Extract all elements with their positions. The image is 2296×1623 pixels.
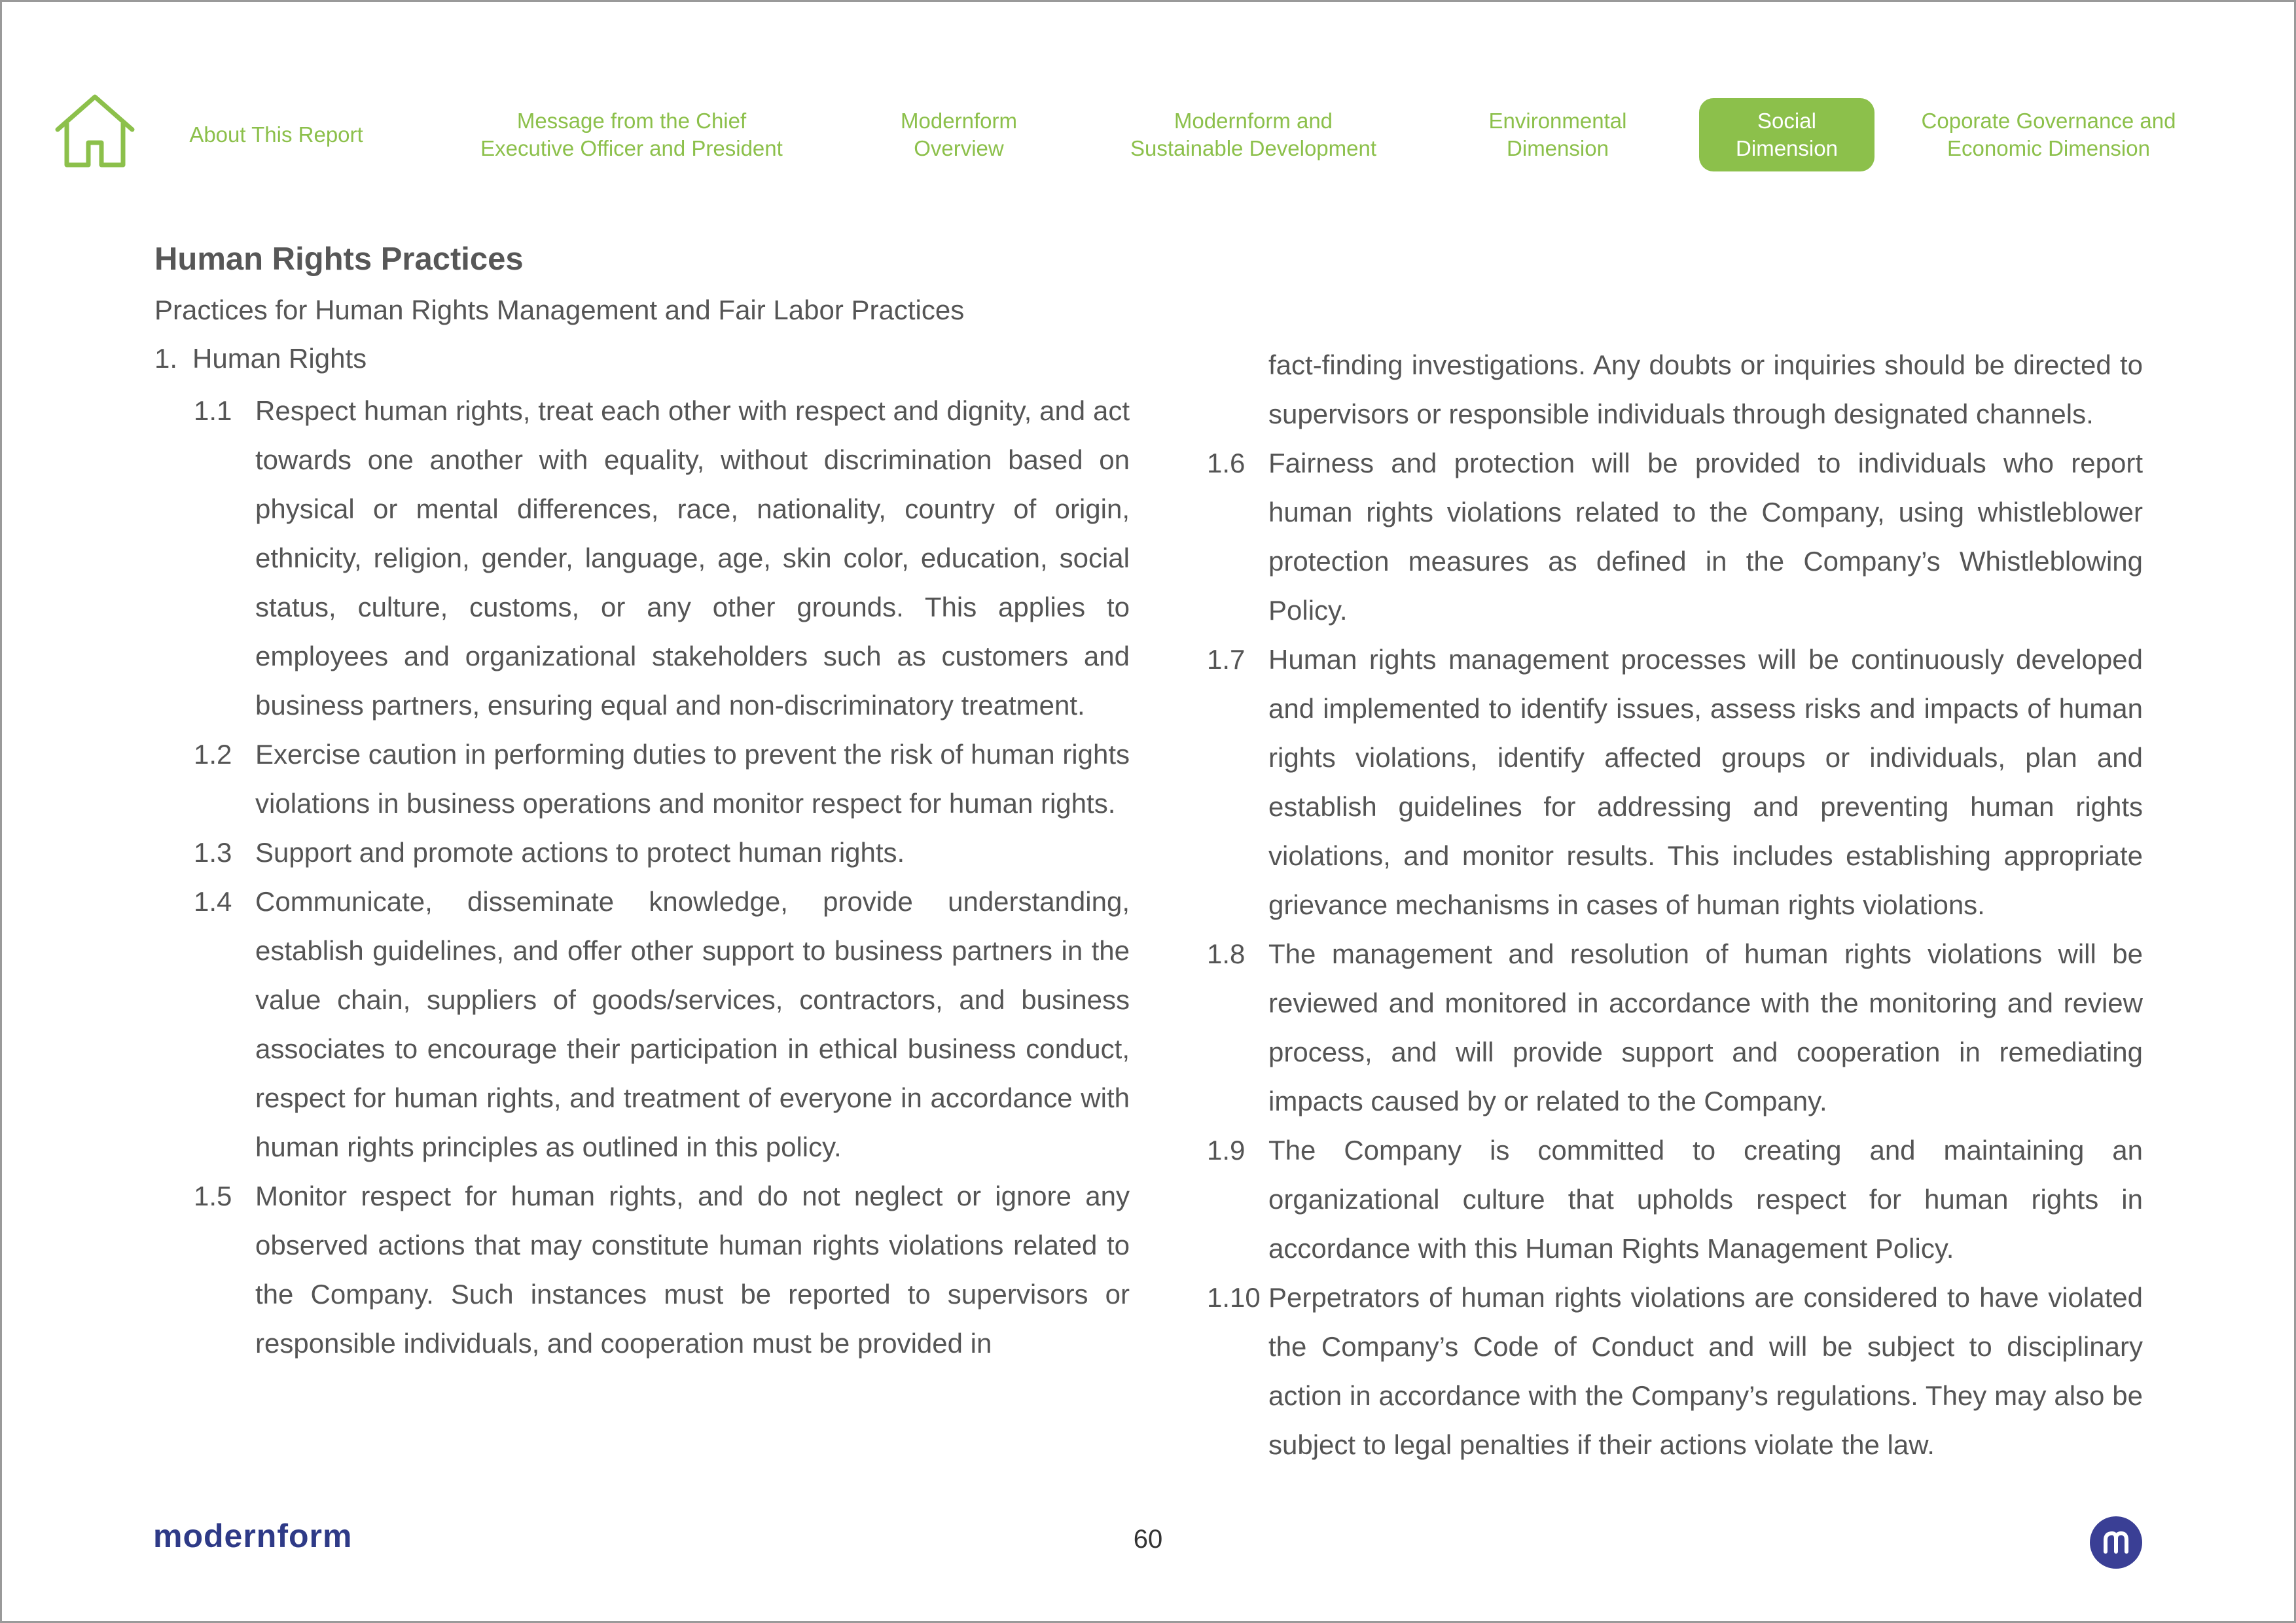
item-text: Fairness and protection will be provided to individuals who report human rights violations related to the Company, using whistleblower protection measures as defined in the Company’s Whistleblowing Policy. <box>1268 448 2143 626</box>
list-number: 1. <box>154 343 178 374</box>
list-item-continuation <box>1207 340 2143 438</box>
nav-about-this-report[interactable]: About This Report <box>189 122 363 147</box>
list-item <box>194 1171 1130 1368</box>
page-number: 60 <box>1133 1525 1163 1554</box>
list-title-text: Human Rights <box>192 343 367 374</box>
item-number: 1.9 <box>1207 1135 1246 1166</box>
page-title: Human Rights Practices <box>154 241 524 277</box>
item-text: fact-finding investigations. Any doubts or inquiries should be directed to supervisors or responsible individuals through designated channels. <box>1268 349 2143 429</box>
list-item <box>1207 929 2143 1126</box>
item-text: Human rights management processes will be continuously developed and implemented to identify issues, assess risks and impacts of human rights violations, identify affected groups or individuals, plan and establish guidelines for addressing and preventing human rights violations, and monitor results. This includes establishing appropriate grievance mechanisms in cases of human rights violations. <box>1268 644 2143 920</box>
item-number: 1.5 <box>194 1181 232 1211</box>
item-number: 1.10 <box>1207 1282 1261 1313</box>
nav-social-dimension[interactable]: Social Dimension <box>1699 98 1874 171</box>
item-number: 1.8 <box>1207 938 1246 969</box>
nav-sustainable-development[interactable]: Modernform and Sustainable Development <box>1130 109 1377 160</box>
item-text: The management and resolution of human rights violations will be reviewed and monitored in accordance with the monitoring and review process, and will provide support and cooperation in remediating impacts caused by or related to the Company. <box>1268 938 2143 1116</box>
nav-governance-economic[interactable]: Coporate Governance and Economic Dimension <box>1921 109 2176 160</box>
nav-message-ceo[interactable]: Message from the Chief Executive Officer and President <box>480 109 783 160</box>
list-item <box>1207 438 2143 635</box>
brand-logo: modernform <box>153 1518 353 1554</box>
item-number: 1.4 <box>194 886 232 917</box>
home-icon[interactable] <box>52 92 137 170</box>
item-text: The Company is committed to creating and maintaining an organizational culture that upholds respect for human rights in accordance with this Human Rights Management Policy. <box>1268 1135 2143 1264</box>
list-title <box>154 343 367 374</box>
list-item <box>1207 1273 2143 1469</box>
item-number: 1.2 <box>194 739 232 770</box>
list-item <box>1207 1126 2143 1273</box>
list-item <box>194 828 1130 877</box>
modernform-logo-icon <box>2090 1516 2142 1569</box>
nav-modernform-overview[interactable]: Modernform Overview <box>901 109 1017 160</box>
page-subtitle: Practices for Human Rights Management and Fair Labor Practices <box>154 294 965 325</box>
list-item <box>1207 635 2143 929</box>
item-text: Perpetrators of human rights violations are considered to have violated the Company’s Code of Conduct and will be subject to disciplinary action in accordance with the Company’s regulations. They may also be subject to legal penalties if their actions violate the law. <box>1268 1282 2143 1460</box>
item-text: Exercise caution in performing duties to prevent the risk of human rights violations in business operations and monitor respect for human rights. <box>255 739 1130 819</box>
item-text: Support and promote actions to protect human rights. <box>255 837 905 868</box>
left-column <box>194 386 1130 1368</box>
list-item <box>194 386 1130 730</box>
nav-environmental-dimension[interactable]: Environmental Dimension <box>1488 109 1627 160</box>
item-number: 1.1 <box>194 395 232 426</box>
item-text: Monitor respect for human rights, and do not neglect or ignore any observed actions that may constitute human rights violations related to the Company. Such instances must be reported to supervisors or responsible individuals, and cooperation must be provided in <box>255 1181 1130 1359</box>
list-item <box>194 730 1130 828</box>
right-column <box>1207 340 2143 1469</box>
item-number: 1.7 <box>1207 644 1246 675</box>
item-text: Communicate, disseminate knowledge, provide understanding, establish guidelines, and offer other support to business partners in the value chain, suppliers of goods/services, contractors, and business associates to encourage their participation in ethical business conduct, respect for human rights, and treatment of everyone in accordance with human rights principles as outlined in this policy. <box>255 886 1130 1162</box>
item-text: Respect human rights, treat each other with respect and dignity, and act towards one another with equality, without discrimination based on physical or mental differences, race, nationality, country of origin, ethnicity, religion, gender, language, age, skin color, education, social status, culture, customs, or any other grounds. This applies to employees and organizational stakeholders such as customers and business partners, ensuring equal and non-discriminatory treatment. <box>255 395 1130 721</box>
item-number: 1.3 <box>194 837 232 868</box>
item-number: 1.6 <box>1207 448 1246 478</box>
list-item <box>194 877 1130 1171</box>
